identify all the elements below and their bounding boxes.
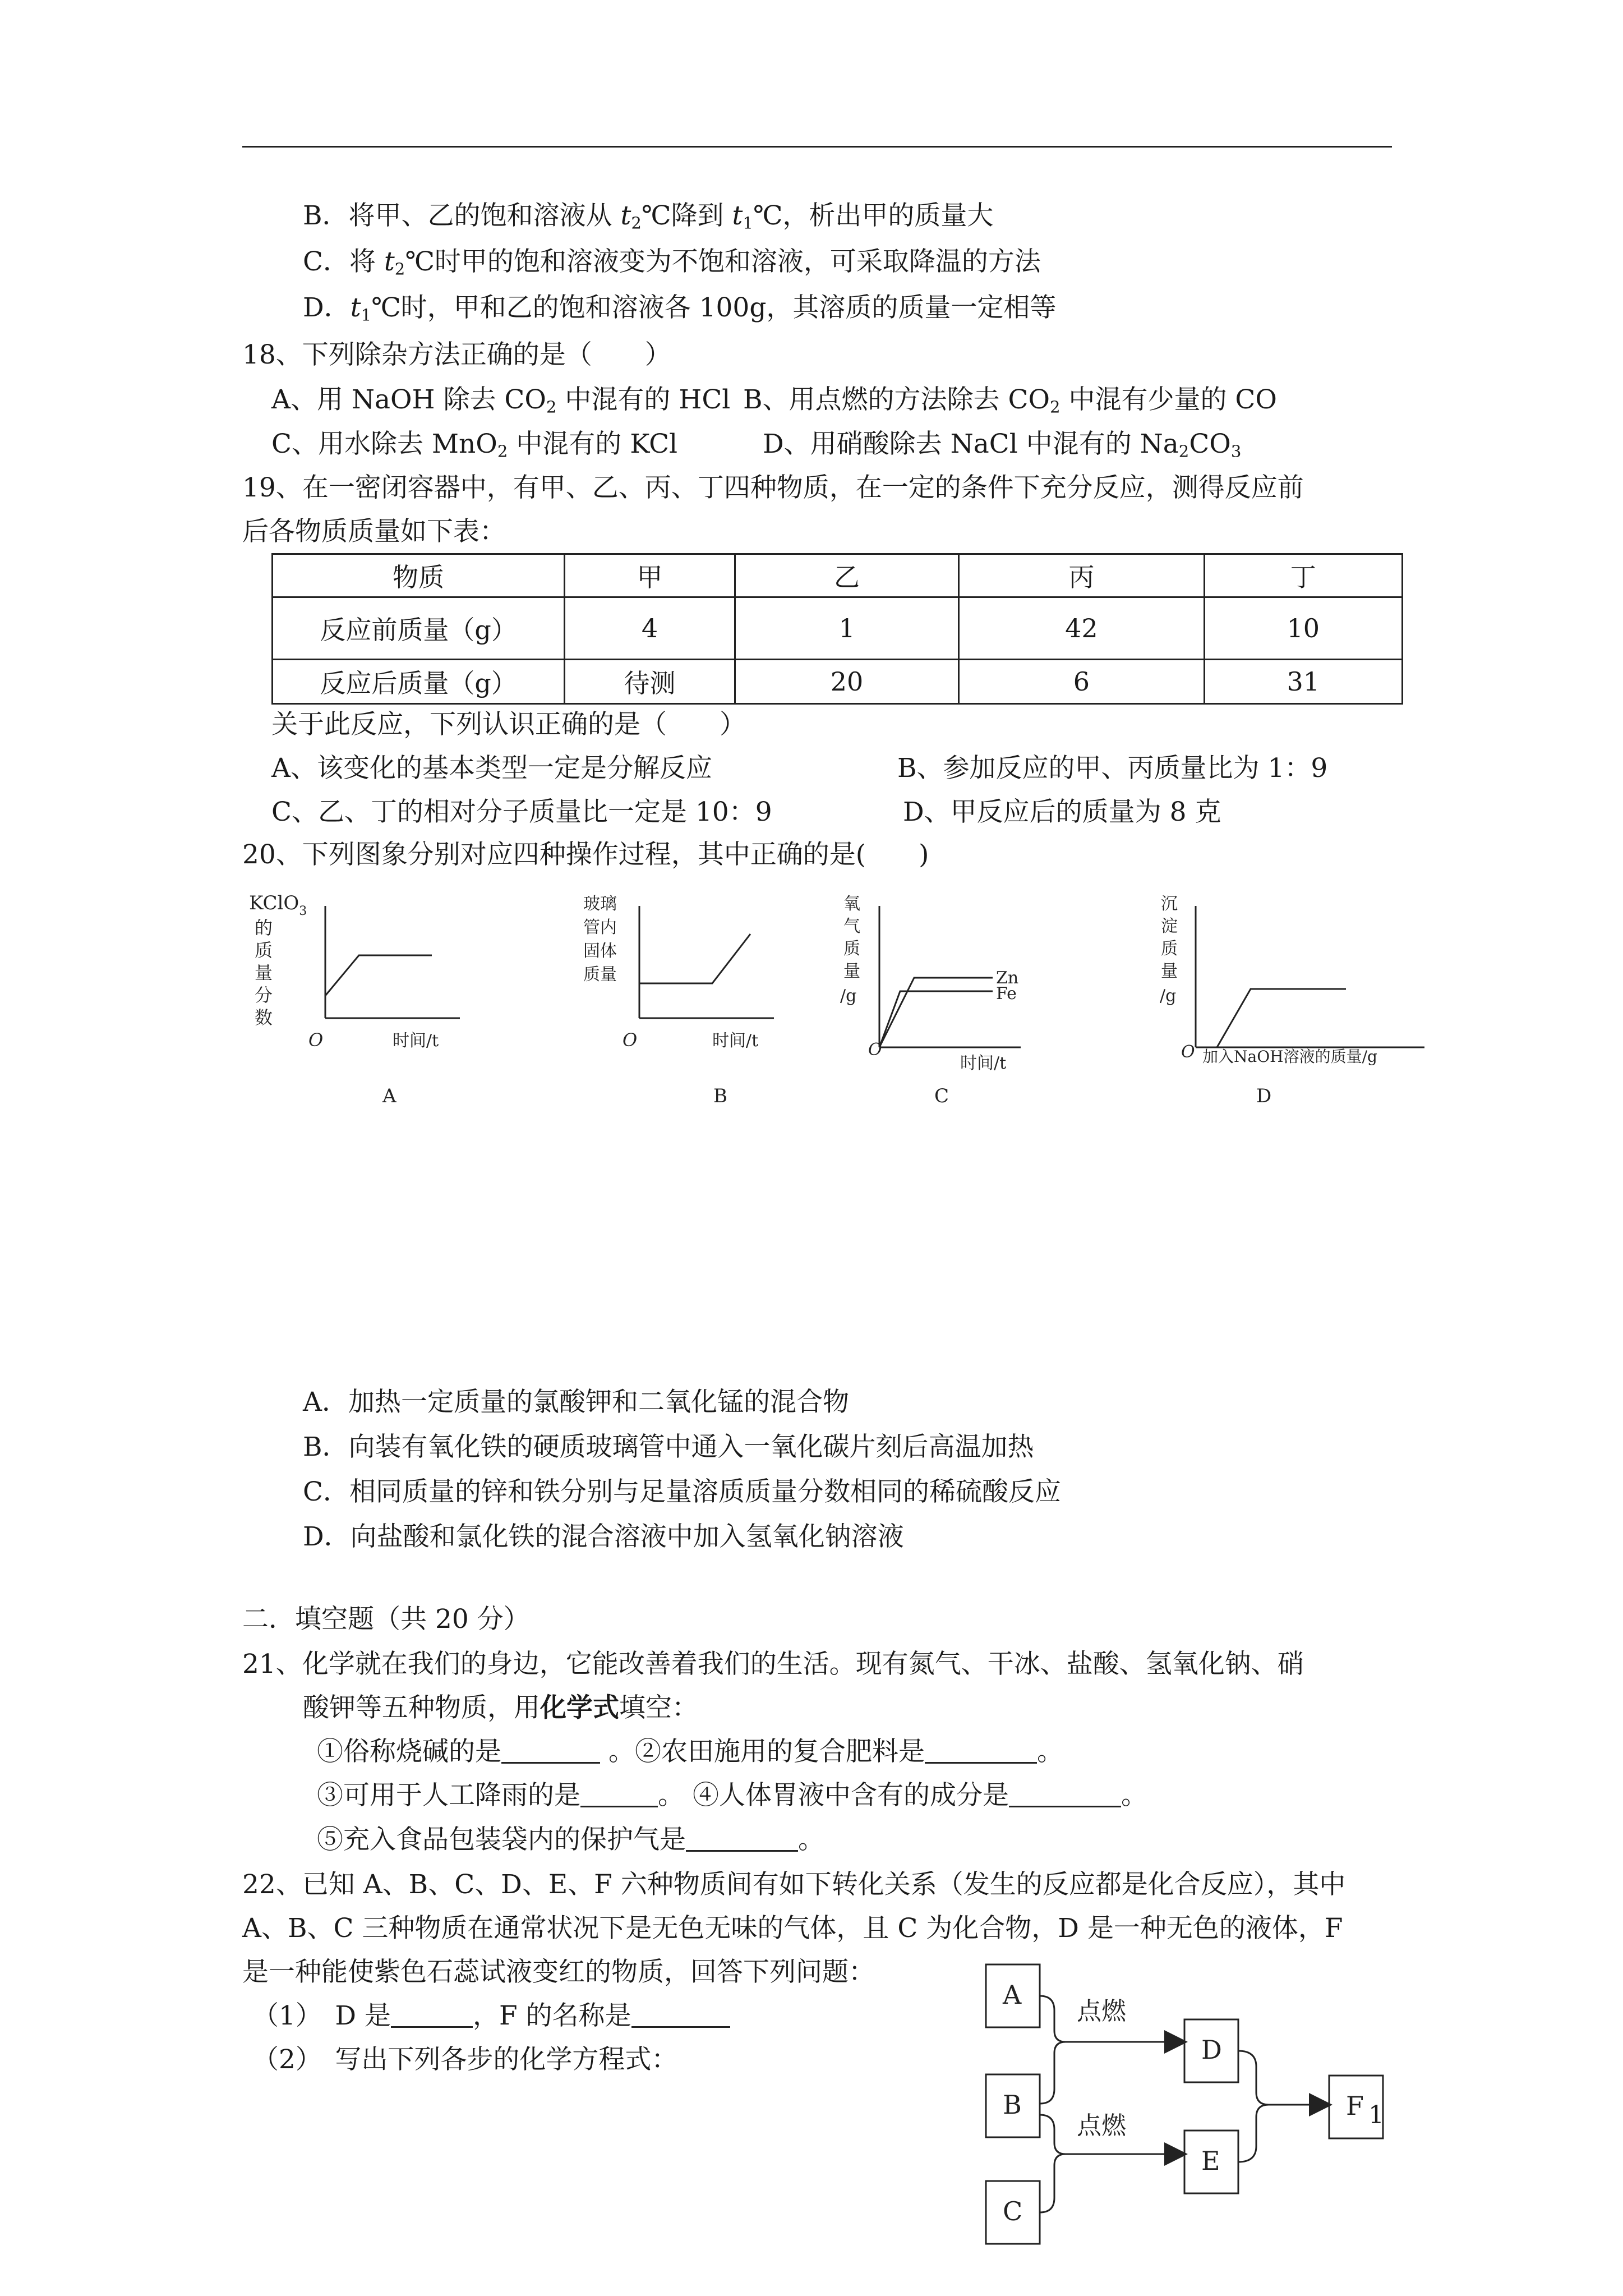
svg-text:D: D	[1201, 2035, 1222, 2065]
table-cell: 甲	[565, 554, 735, 597]
table-cell: 4	[565, 597, 735, 660]
svg-text:O: O	[308, 1029, 324, 1051]
q18-option-b: B、用点燃的方法除去 $CO_2$ 中混有少量的 CO	[743, 384, 1277, 417]
svg-text:质: 质	[1161, 939, 1178, 959]
answer-blank[interactable]	[925, 1737, 1037, 1764]
svg-text:时间/t: 时间/t	[960, 1053, 1007, 1073]
q19-option-d: D、甲反应后的质量为 8 克	[903, 797, 1221, 827]
q19-stem-line2: 后各物质质量如下表：	[242, 516, 506, 547]
table-cell: 丁	[1204, 554, 1403, 597]
svg-text:O: O	[1181, 1042, 1195, 1062]
svg-text:时间/t: 时间/t	[393, 1031, 439, 1051]
q22-conversion-diagram	[976, 1952, 1402, 2289]
q21-line1: 21、化学就在我们的身边，它能改善着我们的生活。现有氮气、干冰、盐酸、氢氧化钠、硝	[242, 1649, 1304, 1680]
table-cell: 10	[1204, 597, 1403, 660]
q17-option-b: B．将甲、乙的饱和溶液从 $t_2℃$降到 $t_1℃$，析出甲的质量大	[303, 200, 994, 233]
q20-graph-c	[830, 889, 1088, 1125]
q22-part2: （2） 写出下列各步的化学方程式：	[252, 2044, 678, 2075]
q20-graph-a	[247, 889, 538, 1125]
svg-text:C: C	[1003, 2196, 1023, 2226]
q18-option-c: C、用水除去 MnO$_2$ 中混有的 KCl	[271, 429, 678, 461]
svg-text:分: 分	[255, 984, 273, 1006]
q19-option-b: B、参加反应的甲、丙质量比为 1：9	[897, 753, 1328, 784]
answer-blank[interactable]	[391, 2001, 473, 2028]
table-cell: 待测	[565, 660, 735, 704]
svg-text:气: 气	[843, 917, 860, 936]
svg-text:点燃: 点燃	[1077, 1997, 1126, 2026]
arrow-de-to-f	[1238, 2051, 1329, 2105]
q19-option-a: A、该变化的基本类型一定是分解反应	[271, 753, 712, 784]
answer-blank[interactable]	[631, 2001, 730, 2028]
q18-stem: 18、下列除杂方法正确的是（ ）	[242, 339, 671, 370]
svg-text:Fe: Fe	[996, 984, 1017, 1004]
q20-option-c: C．相同质量的锌和铁分别与足量溶质质量分数相同的稀硫酸反应	[303, 1476, 1061, 1507]
table-row	[273, 660, 1403, 704]
answer-blank[interactable]	[580, 1781, 658, 1807]
svg-text:时间/t: 时间/t	[712, 1031, 759, 1051]
svg-text:量: 量	[843, 961, 860, 981]
svg-text:固体: 固体	[583, 941, 617, 961]
svg-text:O: O	[623, 1029, 638, 1051]
svg-text:量: 量	[255, 962, 273, 983]
svg-text:E: E	[1201, 2146, 1220, 2176]
connector-c	[1040, 2154, 1066, 2212]
q17-option-c: C．将 $t_2℃$时甲的饱和溶液变为不饱和溶液，可采取降温的方法	[303, 246, 1041, 279]
svg-text:量: 量	[1161, 961, 1178, 981]
svg-text:B: B	[1003, 2090, 1022, 2120]
svg-text:数: 数	[255, 1007, 273, 1028]
svg-text:加入NaOH溶液的质量/g: 加入NaOH溶液的质量/g	[1202, 1047, 1377, 1066]
q22-line1: 22、已知 A、B、C、D、E、F 六种物质间有如下转化关系（发生的反应都是化合反应），其中	[242, 1869, 1346, 1900]
table-row	[273, 597, 1403, 660]
svg-text:A: A	[382, 1085, 396, 1107]
svg-text:点燃: 点燃	[1077, 2111, 1126, 2140]
svg-text:质量: 质量	[583, 965, 617, 984]
svg-text:沉: 沉	[1161, 894, 1178, 914]
svg-text:Zn: Zn	[996, 968, 1019, 988]
q18-option-a: A、用 NaOH 除去 $CO_2$ 中混有的 HCl	[271, 384, 731, 417]
table-cell: 20	[735, 660, 958, 704]
q19-mass-table	[271, 553, 1403, 705]
table-cell: 乙	[735, 554, 958, 597]
q20-stem: 20、下列图象分别对应四种操作过程，其中正确的是( )	[242, 839, 929, 870]
svg-text:/g: /g	[1160, 986, 1177, 1006]
q22-line3: 是一种能使紫色石蕊试液变红的物质，回答下列问题：	[242, 1957, 875, 1987]
q20-option-b: B．向装有氧化铁的硬质玻璃管中通入一氧化碳片刻后高温加热	[303, 1432, 1034, 1462]
answer-blank[interactable]	[686, 1825, 798, 1852]
page-number: 1	[1368, 2101, 1384, 2129]
svg-text:管内: 管内	[583, 918, 617, 937]
svg-text:质: 质	[255, 940, 273, 961]
table-cell: 31	[1204, 660, 1403, 704]
q19-ask: 关于此反应，下列认识正确的是（ ）	[271, 709, 746, 740]
svg-text:淀: 淀	[1161, 917, 1178, 936]
table-cell: 反应后质量（g）	[273, 660, 565, 704]
connector-b-upper	[1040, 2042, 1066, 2104]
q21-item-1-2: ①俗称烧碱的是 。②农田施用的复合肥料是 。	[317, 1736, 1063, 1767]
q21-item-3-4: ③可用于人工降雨的是 。 ④人体胃液中含有的成分是 。	[317, 1780, 1147, 1811]
q20-graph-d	[1144, 889, 1469, 1125]
table-cell: 物质	[273, 554, 565, 597]
svg-text:/g: /g	[840, 986, 857, 1006]
q21-item-5: ⑤充入食品包装袋内的保护气是 。	[317, 1824, 824, 1855]
q21-line2: 酸钾等五种物质，用化学式填空：	[303, 1692, 698, 1723]
svg-text:氧: 氧	[843, 894, 860, 914]
section-heading: 二．填空题（共 20 分）	[242, 1604, 530, 1635]
table-cell: 1	[735, 597, 958, 660]
graph-line-fe	[879, 991, 993, 1047]
q19-stem-line1: 19、在一密闭容器中，有甲、乙、丙、丁四种物质，在一定的条件下充分反应，测得反应前	[242, 472, 1304, 503]
svg-text:A: A	[1003, 1980, 1022, 2010]
graph-line	[325, 955, 432, 996]
svg-text:C: C	[934, 1085, 949, 1107]
q20-option-d: D．向盐酸和氯化铁的混合溶液中加入氢氧化钠溶液	[303, 1521, 904, 1552]
q17-option-d: D．$t_1℃$时，甲和乙的饱和溶液各 100g，其溶质的质量一定相等	[303, 292, 1057, 325]
svg-text:B: B	[713, 1085, 727, 1107]
svg-text:D: D	[1256, 1085, 1272, 1107]
q22-part1: （1） D 是 ，F 的名称是	[252, 1999, 730, 2033]
graph-line	[1217, 989, 1346, 1047]
svg-text:玻璃: 玻璃	[583, 894, 617, 914]
svg-text:F: F	[1346, 2091, 1364, 2121]
q20-option-a: A．加热一定质量的氯酸钾和二氧化锰的混合物	[303, 1387, 849, 1418]
q20-graph-b	[583, 889, 824, 1125]
table-header-row	[273, 554, 1403, 597]
table-cell: 反应前质量（g）	[273, 597, 565, 660]
header-rule	[242, 146, 1392, 148]
table-cell: 丙	[959, 554, 1204, 597]
svg-text:质: 质	[843, 939, 860, 959]
q22-line2: A、B、C 三种物质在通常状况下是无色无味的气体，且 C 为化合物，D 是一种无色的液体，F	[242, 1913, 1343, 1944]
svg-text:的: 的	[255, 917, 273, 938]
q19-option-c: C、乙、丁的相对分子质量比一定是 10：9	[271, 797, 772, 827]
graph-line-zn	[879, 978, 993, 1047]
answer-blank[interactable]	[501, 1737, 600, 1764]
q18-option-d: D、用硝酸除去 NaCl 中混有的 $Na_2CO_3$	[763, 429, 1242, 461]
table-cell: 6	[959, 660, 1204, 704]
connector-e	[1238, 2105, 1269, 2162]
svg-text:O: O	[868, 1040, 882, 1060]
table-cell: 42	[959, 597, 1204, 660]
answer-blank[interactable]	[1009, 1781, 1121, 1807]
svg-text:KClO3: KClO$_3$	[249, 892, 307, 918]
graph-line	[639, 934, 750, 983]
